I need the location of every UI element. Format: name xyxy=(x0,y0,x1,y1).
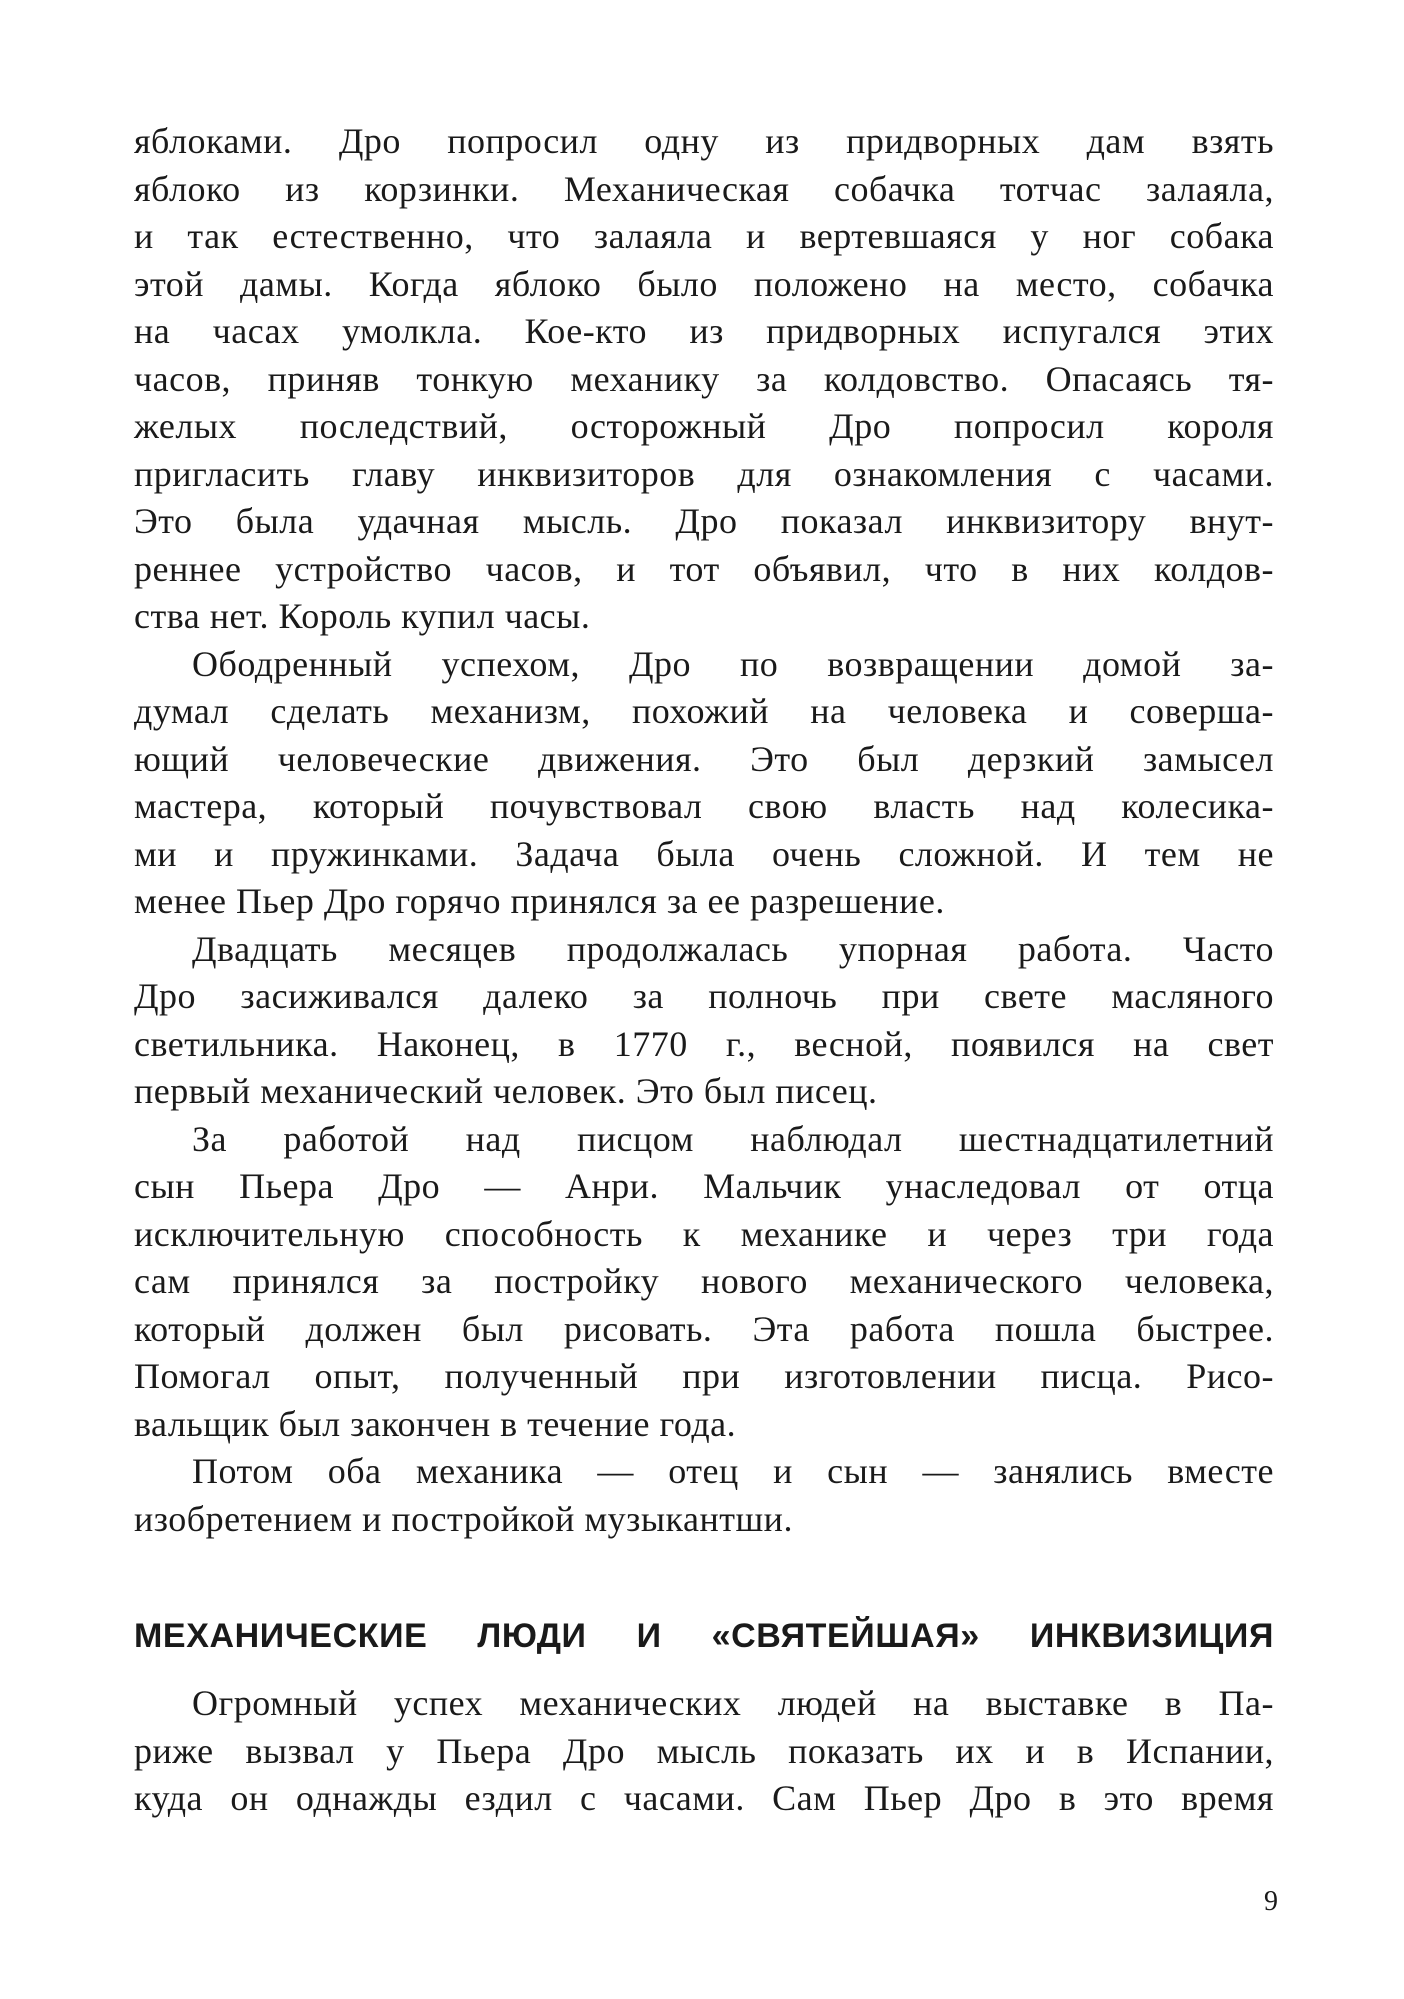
body-text xyxy=(134,118,1274,1543)
text-line: За работой над писцом наблюдал шестнадцатилетний xyxy=(192,1118,1274,1159)
page-number: 9 xyxy=(1264,1886,1278,1917)
text-line: сам принялся за постройку нового механического человека, xyxy=(134,1261,1274,1301)
text-line: и так естественно, что залаяла и вертевшаяся у ног собака xyxy=(134,216,1274,256)
text-line: Двадцать месяцев продолжалась упорная работа. Часто xyxy=(192,928,1274,969)
text-line: риже вызвал у Пьера Дро мысль показать их и в Испании, xyxy=(134,1730,1274,1771)
text-line: пригласить главу инквизиторов для ознакомления с часами. xyxy=(134,453,1274,494)
text-line: мастера, который почувствовал свою власть над колесика- xyxy=(134,786,1274,826)
text-line: ющий человеческие движения. Это был дерзкий замысел xyxy=(134,738,1274,779)
text-line: Это была удачная мысль. Дро показал инквизитору внут- xyxy=(134,501,1274,541)
text-line: яблоками. Дро попросил одну из придворных дам взять xyxy=(134,121,1274,161)
paragraph-2 xyxy=(134,926,1274,1116)
paragraph-4 xyxy=(134,1448,1274,1543)
text-line: ми и пружинками. Задача была очень сложной. И тем не xyxy=(134,833,1274,874)
section-heading: МЕХАНИЧЕСКИЕ ЛЮДИ И «СВЯТЕЙШАЯ» ИНКВИЗИЦИЯ xyxy=(134,1617,1274,1655)
section-paragraph-0 xyxy=(134,1680,1274,1823)
text-line: яблоко из корзинки. Механическая собачка тотчас залаяла, xyxy=(134,168,1274,209)
text-line: ства нет. Король купил часы. xyxy=(134,596,591,636)
text-line: на часах умолкла. Кое-кто из придворных испугался этих xyxy=(134,311,1274,351)
text-line: этой дамы. Когда яблоко было положено на место, собачка xyxy=(134,263,1274,304)
text-line: Потом оба механика — отец и сын — занялись вместе xyxy=(192,1451,1274,1491)
text-line: Помогал опыт, полученный при изготовлении писца. Рисо- xyxy=(134,1356,1274,1396)
section-body-text xyxy=(134,1680,1274,1823)
text-line: желых последствий, осторожный Дро попросил короля xyxy=(134,406,1274,446)
text-line: Дро засиживался далеко за полночь при свете масляного xyxy=(134,976,1274,1016)
text-line: изобретением и постройкой музыкантши. xyxy=(134,1498,793,1539)
text-line: который должен был рисовать. Эта работа пошла быстрее. xyxy=(134,1308,1274,1349)
text-line: вальщик был закончен в течение года. xyxy=(134,1403,737,1444)
text-line: реннее устройство часов, и тот объявил, что в них колдов- xyxy=(134,548,1274,589)
text-line: менее Пьер Дро горячо принялся за ее разрешение. xyxy=(134,881,945,921)
text-line: Огромный успех механических людей на выставке в Па- xyxy=(192,1683,1274,1723)
paragraph-3 xyxy=(134,1116,1274,1449)
text-line: куда он однажды ездил с часами. Сам Пьер Дро в это время xyxy=(134,1778,1274,1818)
text-line: сын Пьера Дро — Анри. Мальчик унаследовал от отца xyxy=(134,1166,1274,1206)
text-line: часов, приняв тонкую механику за колдовство. Опасаясь тя- xyxy=(134,358,1274,399)
text-line: Ободренный успехом, Дро по возвращении домой за- xyxy=(192,643,1274,684)
paragraph-1 xyxy=(134,641,1274,926)
text-line: думал сделать механизм, похожий на человека и соверша- xyxy=(134,691,1274,731)
text-line: первый механический человек. Это был писец. xyxy=(134,1071,878,1111)
paragraph-0 xyxy=(134,118,1274,641)
text-line: исключительную способность к механике и через три года xyxy=(134,1213,1274,1254)
text-line: светильника. Наконец, в 1770 г., весной, появился на свет xyxy=(134,1023,1274,1064)
